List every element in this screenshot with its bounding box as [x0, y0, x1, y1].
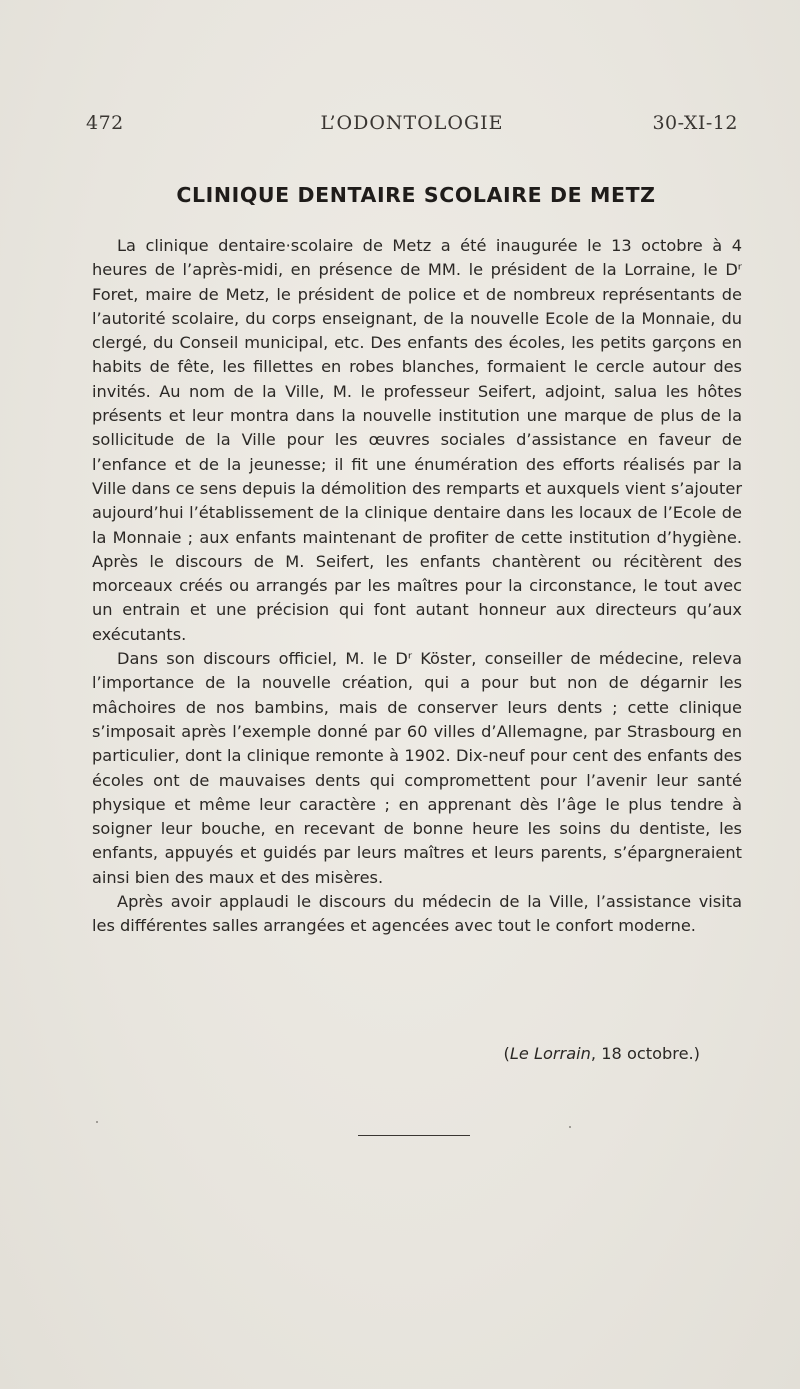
- source-citation: [504, 1044, 700, 1063]
- paragraph-3: Après avoir applaudi le discours du médecin de la Ville, l’assistance visita les différentes salles arrangées et agencées avec tout le confort moderne.: [92, 892, 742, 936]
- citation-open: (: [503, 1044, 510, 1063]
- article-body: [92, 234, 742, 939]
- paragraph-1: La clinique dentaire·scolaire de Metz a été inaugurée le 13 octobre à 4 heures de l’après-midi, en présence de MM. le président de la Lorraine, le Dʳ Foret, maire de Metz, le président de police et de nombreux représentants de l’autorité scolaire, du corps enseignant, de la nouvelle Ecole de la Monnaie, du clergé, du Conseil municipal, etc. Des enfants des écoles, les petits garçons en habits de fête, les fillettes en robes blanches, formaient le cercle autour des invités. Au nom de la Ville, M. le professeur Seifert, adjoint, salua les hôtes présents et leur montra dans la nouvelle institution une marque de plus de la sollicitude de la Ville pour les œuvres sociales d’assistance en faveur de l’enfance et de la jeunesse; il fit une énumération des efforts réalisés par la Ville dans ce sens depuis la démolition des remparts et auxquels vient s’ajouter aujourd’hui l’établissement de la clinique dentaire dans les locaux de l’Ecole de la Monnaie ; aux enfants maintenant de profiter de cette institution d’hygiène. Après le discours de M. Seifert, les enfants chantèrent ou récitèrent des morceaux créés ou arrangés par les maîtres pour la circonstance, le tout avec un entrain et une précision qui font autant honneur aux directeurs qu’aux exécutants.: [92, 236, 742, 644]
- end-rule: [358, 1135, 470, 1136]
- paper-speck: [569, 1126, 571, 1128]
- citation-date: , 18 octobre.): [590, 1044, 700, 1063]
- paper-speck: [96, 1121, 98, 1123]
- article-title: CLINIQUE DENTAIRE SCOLAIRE DE METZ: [176, 183, 656, 207]
- running-header: [86, 112, 738, 138]
- citation-publication: Le Lorrain: [509, 1044, 591, 1063]
- journal-title: L’ODONTOLOGIE: [320, 112, 504, 134]
- paragraph-2: Dans son discours officiel, M. le Dʳ Köster, conseiller de médecine, releva l’importance de la nouvelle création, qui a pour but non de dégarnir les mâchoires de nos bambins, mais de conserver leurs dents ; cette clinique s’imposait après l’exemple donné par 60 villes d’Allemagne, par Strasbourg en particulier, dont la clinique remonte à 1902. Dix-neuf pour cent des enfants des écoles ont de mauvaises dents qui compromettent pour l’avenir leur santé physique et même leur caractère ; en apprenant dès l’âge le plus tendre à soigner leur bouche, en recevant de bonne heure les soins du dentiste, les enfants, appuyés et guidés par leurs maîtres et leurs parents, s’épargneraient ainsi bien des maux et des misères.: [92, 649, 742, 887]
- page-number: 472: [86, 112, 124, 134]
- issue-date: 30-XI-12: [652, 112, 738, 134]
